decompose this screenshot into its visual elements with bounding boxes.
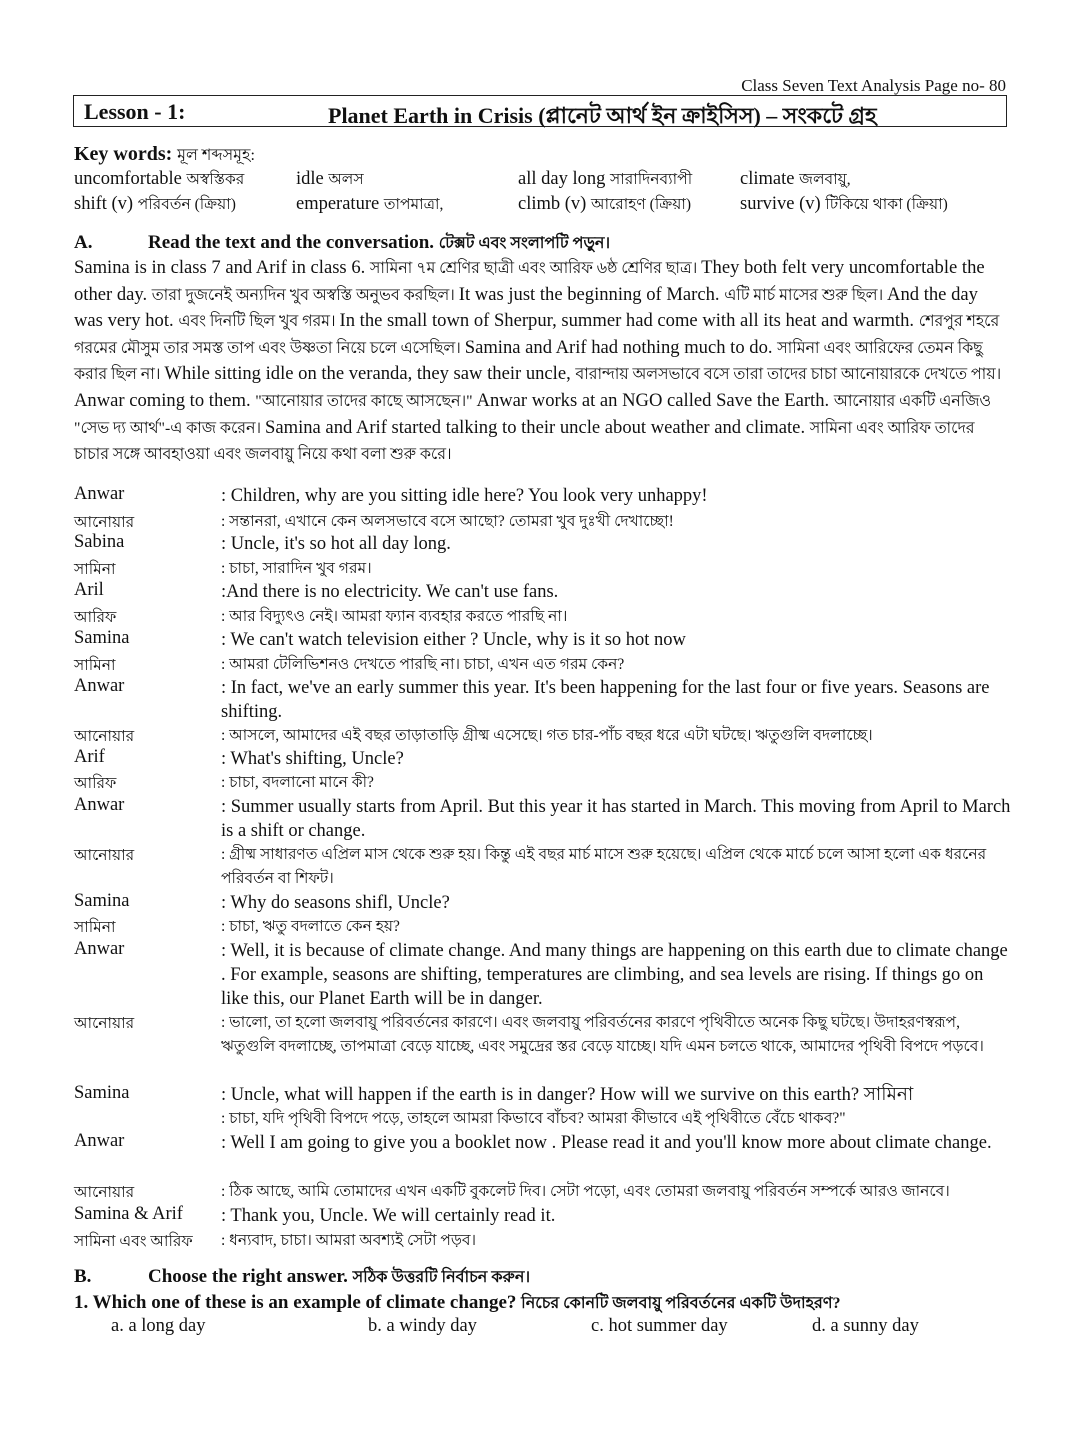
passage-run: সামিনা এবং আরিফ তাদের চাচার সঙ্গে আবহাওয়া এবং জলবায়ু নিয়ে কথা বলা শুরু করে। — [74, 419, 975, 464]
speaker-name: সামিনা — [74, 657, 116, 674]
keyword-item: all day long সারাদিনব্যাপী — [518, 169, 693, 189]
passage-run: And the day was very hot. — [74, 283, 978, 332]
dialogue-text: : ঠিক আছে, আমি তোমাদের এখন একটি বুকলেট দিব। সেটা পড়ো, এবং তোমরা জলবায়ু পরিবর্তন সম্পর্কে আরও জানবে। — [221, 1183, 950, 1200]
speaker-name: আনোয়ার — [74, 728, 135, 745]
dialogue-text: : We can't watch television either ? Uncle, why is it so hot now — [221, 630, 686, 650]
question-1 — [74, 1290, 841, 1317]
keyword-item: climate জলবায়ু, — [740, 169, 851, 189]
speaker-name: আনোয়ার — [74, 847, 135, 864]
passage-run: Samina and Arif had nothing much to do. — [464, 336, 778, 358]
speaker-name: আরিফ — [74, 609, 117, 626]
speaker-name: সামিনা — [74, 561, 116, 578]
speaker-name: Anwar — [74, 676, 125, 696]
passage-run: আনোয়ার একটি এনজিও "সেভ দ্য আর্থ"-এ কাজ করেন। — [74, 392, 991, 437]
section-title-bn: টেক্সট এবং সংলাপটি পড়ুন। — [438, 235, 611, 252]
keyword-item: idle অলস — [296, 169, 364, 189]
passage-run: Samina is in class 7 and Arif in class 6. — [74, 257, 370, 278]
passage-run: তারা দুজনেই অন্যদিন খুব অস্বস্তি অনুভব করছিল। — [151, 286, 459, 304]
passage-run: সামিনা ৭ম শ্রেণির ছাত্রী এবং আরিফ ৬ষ্ঠ শ্রেণির ছাত্র। — [369, 260, 702, 277]
passage-run: In the small town of Sherpur, summer had come with all its heat and warmth. — [339, 310, 919, 332]
passage-run: It was just the beginning of March. — [458, 283, 725, 305]
section-title: Read the text and the conversation. — [148, 232, 435, 253]
speaker-name: Sabina — [74, 532, 125, 552]
keywords-label: Key words: — [74, 143, 173, 165]
passage-run: Samina and Arif started talking to their uncle about weather and climate. — [265, 416, 810, 438]
dialogue-text: : সন্তানরা, এখানে কেন অলসভাবে বসে আছো? তোমরা খুব দুঃখী দেখাচ্ছো! — [221, 513, 674, 530]
section-letter: B. — [74, 1266, 92, 1287]
answer-option-d[interactable]: d. a sunny day — [812, 1316, 919, 1336]
passage-run: এবং দিনটি ছিল খুব গরম। — [178, 313, 340, 331]
speaker-name: Arif — [74, 747, 105, 767]
keywords-label-bn: মূল শব্দসমূহ: — [177, 147, 255, 164]
speaker-name: Samina — [74, 628, 130, 648]
dialogue-text: : চাচা, বদলানো মানে কী? — [221, 774, 374, 791]
answer-option-b[interactable]: b. a windy day — [368, 1316, 477, 1336]
reading-passage — [74, 255, 1010, 468]
keyword-item: survive (v) টিকিয়ে থাকা (ক্রিয়া) — [740, 194, 948, 214]
section-a-heading — [74, 230, 610, 257]
passage-run: They both felt very uncomfortable the other day. — [74, 257, 985, 305]
answer-option-c[interactable]: c. hot summer day — [591, 1316, 728, 1336]
speaker-name: Anwar — [74, 1131, 125, 1151]
speaker-name: আনোয়ার — [74, 1015, 135, 1032]
dialogue-text: : আমরা টেলিভিশনও দেখতে পারছি না। চাচা, এখন এত গরম কেন? — [221, 656, 625, 673]
dialogue-text: : What's shifting, Uncle? — [221, 749, 404, 769]
lesson-header — [73, 95, 1007, 127]
dialogue-text: : Well, it is because of climate change. And many things are happening on this earth due to climate change . For example, seasons are shifting, temperatures are climbing, and sea levels are rising. If things go on like this, our Planet Earth will be in danger. — [221, 941, 1008, 1009]
dialogue-text: : Uncle, it's so hot all day long. — [221, 534, 451, 554]
question-text: 1. Which one of these is an example of climate change? — [74, 1292, 517, 1313]
question-text-bn: নিচের কোনটি জলবায়ু পরিবর্তনের একটি উদাহরণ? — [521, 1295, 841, 1312]
passage-run: Anwar works at an NGO called Save the Earth. — [476, 389, 834, 411]
keywords-heading — [74, 142, 255, 169]
dialogue-text: : ভালো, তা হলো জলবায়ু পরিবর্তনের কারণে। এবং জলবায়ু পরিবর্তনের কারণে পৃথিবীতে অনেক কিছু ঘটছে। উদাহরণস্বরূপ, ঋতুগুলি বদলাচ্ছে, তাপমাত্রা বেড়ে যাচ্ছে, এবং সমুদ্রের স্তর বেড়ে যাচ্ছে। যদি এমন চলতে থাকে, আমাদের পৃথিবী বিপদে পড়বে। — [221, 1014, 984, 1055]
dialogue-text: : Why do seasons shifl, Uncle? — [221, 893, 450, 913]
keyword-item: climb (v) আরোহণ (ক্রিয়া) — [518, 194, 692, 214]
keyword-item: emperature তাপমাত্রা, — [296, 194, 444, 214]
passage-run: সামিনা এবং আরিফের তেমন কিছু করার ছিল না। — [74, 339, 983, 384]
dialogue-text: : চাচা, সারাদিন খুব গরম। — [221, 560, 372, 577]
dialogue-text: : চাচা, যদি পৃথিবী বিপদে পড়ে, তাহলে আমরা কিভাবে বাঁচব? আমরা কীভাবে এই পৃথিবীতে বেঁচে থাকব?" — [221, 1110, 846, 1127]
dialogue-text: : গ্রীষ্ম সাধারণত এপ্রিল মাস থেকে শুরু হয়। কিন্তু এই বছর মার্চ মাসে শুরু হয়েছে। এপ্রিল থেকে মার্চে চলে আসা হলো এক ধরনের পরিবর্তন বা শিফট। — [221, 846, 987, 887]
passage-run: শেরপুর শহরে গরমের মৌসুম তার সমস্ত তাপ এবং উষ্ণতা নিয়ে চলে এসেছিল। — [74, 313, 1000, 357]
keyword-item: uncomfortable অস্বস্তিকর — [74, 169, 245, 189]
speaker-name: আনোয়ার — [74, 514, 135, 531]
speaker-name: Samina — [74, 1083, 130, 1103]
dialogue-text: :And there is no electricity. We can't use fans. — [221, 582, 559, 602]
section-title: Choose the right answer. — [148, 1266, 348, 1287]
keyword-item: shift (v) পরিবর্তন (ক্রিয়া) — [74, 194, 236, 214]
speaker-name: Samina & Arif — [74, 1204, 183, 1224]
passage-run: এটি মার্চ মাসের শুরু ছিল। — [724, 286, 888, 304]
speaker-name: আরিফ — [74, 775, 117, 792]
speaker-name: Anwar — [74, 939, 125, 959]
answer-option-a[interactable]: a. a long day — [111, 1316, 206, 1336]
speaker-name: Aril — [74, 580, 104, 600]
speaker-name: সামিনা এবং আরিফ — [74, 1233, 193, 1250]
speaker-name: সামিনা — [74, 919, 116, 936]
section-letter: A. — [74, 232, 93, 253]
lesson-title: Planet Earth in Crisis (প্লানেট আর্থ ইন ক্রাইসিস) – সংকটে গ্রহ — [328, 103, 877, 128]
section-title-bn: সঠিক উত্তরটি নির্বাচন করুন। — [352, 1269, 531, 1286]
dialogue-text: : আর বিদ্যুৎও নেই। আমরা ফ্যান ব্যবহার করতে পারছি না। — [221, 608, 568, 625]
speaker-name: Anwar — [74, 484, 125, 504]
dialogue-text: : Children, why are you sitting idle here? You look very unhappy! — [221, 486, 708, 506]
page-number: Class Seven Text Analysis Page no- 80 — [741, 76, 1006, 95]
dialogue-text: : In fact, we've an early summer this year. It's been happening for the last four or five years. Seasons are shifting. — [221, 678, 990, 722]
section-b-heading — [74, 1264, 530, 1291]
speaker-name: Anwar — [74, 795, 125, 815]
passage-run: Anwar coming to them. — [74, 389, 256, 411]
dialogue-text: : Uncle, what will happen if the earth is in danger? How will we survive on this earth? সামিনা — [221, 1085, 914, 1105]
lesson-number: Lesson - 1: — [84, 99, 186, 124]
speaker-name: Samina — [74, 891, 130, 911]
passage-run: বারান্দায় অলসভাবে বসে তারা তাদের চাচা আনোয়ারকে দেখতে পায়। — [575, 366, 1002, 384]
dialogue-text: : Summer usually starts from April. But this year it has started in March. This moving from April to March is a shift or change. — [221, 797, 1011, 841]
dialogue-text: : ধন্যবাদ, চাচা। আমরা অবশ্যই সেটা পড়ব। — [221, 1232, 477, 1249]
speaker-name: আনোয়ার — [74, 1184, 135, 1201]
dialogue-text: : চাচা, ঋতু বদলাতে কেন হয়? — [221, 918, 400, 935]
dialogue-text: : Thank you, Uncle. We will certainly read it. — [221, 1206, 556, 1226]
dialogue-text: : Well I am going to give you a booklet now . Please read it and you'll know more about climate change. — [221, 1133, 992, 1153]
dialogue-text: : আসলে, আমাদের এই বছর তাড়াতাড়ি গ্রীষ্ম এসেছে। গত চার-পাঁচ বছর ধরে এটা ঘটছে। ঋতুগুলি বদলাচ্ছে। — [221, 727, 873, 744]
passage-run: While sitting idle on the veranda, they saw their uncle, — [164, 363, 576, 385]
passage-run: "আনোয়ার তাদের কাছে আসছেন।" — [255, 392, 477, 410]
